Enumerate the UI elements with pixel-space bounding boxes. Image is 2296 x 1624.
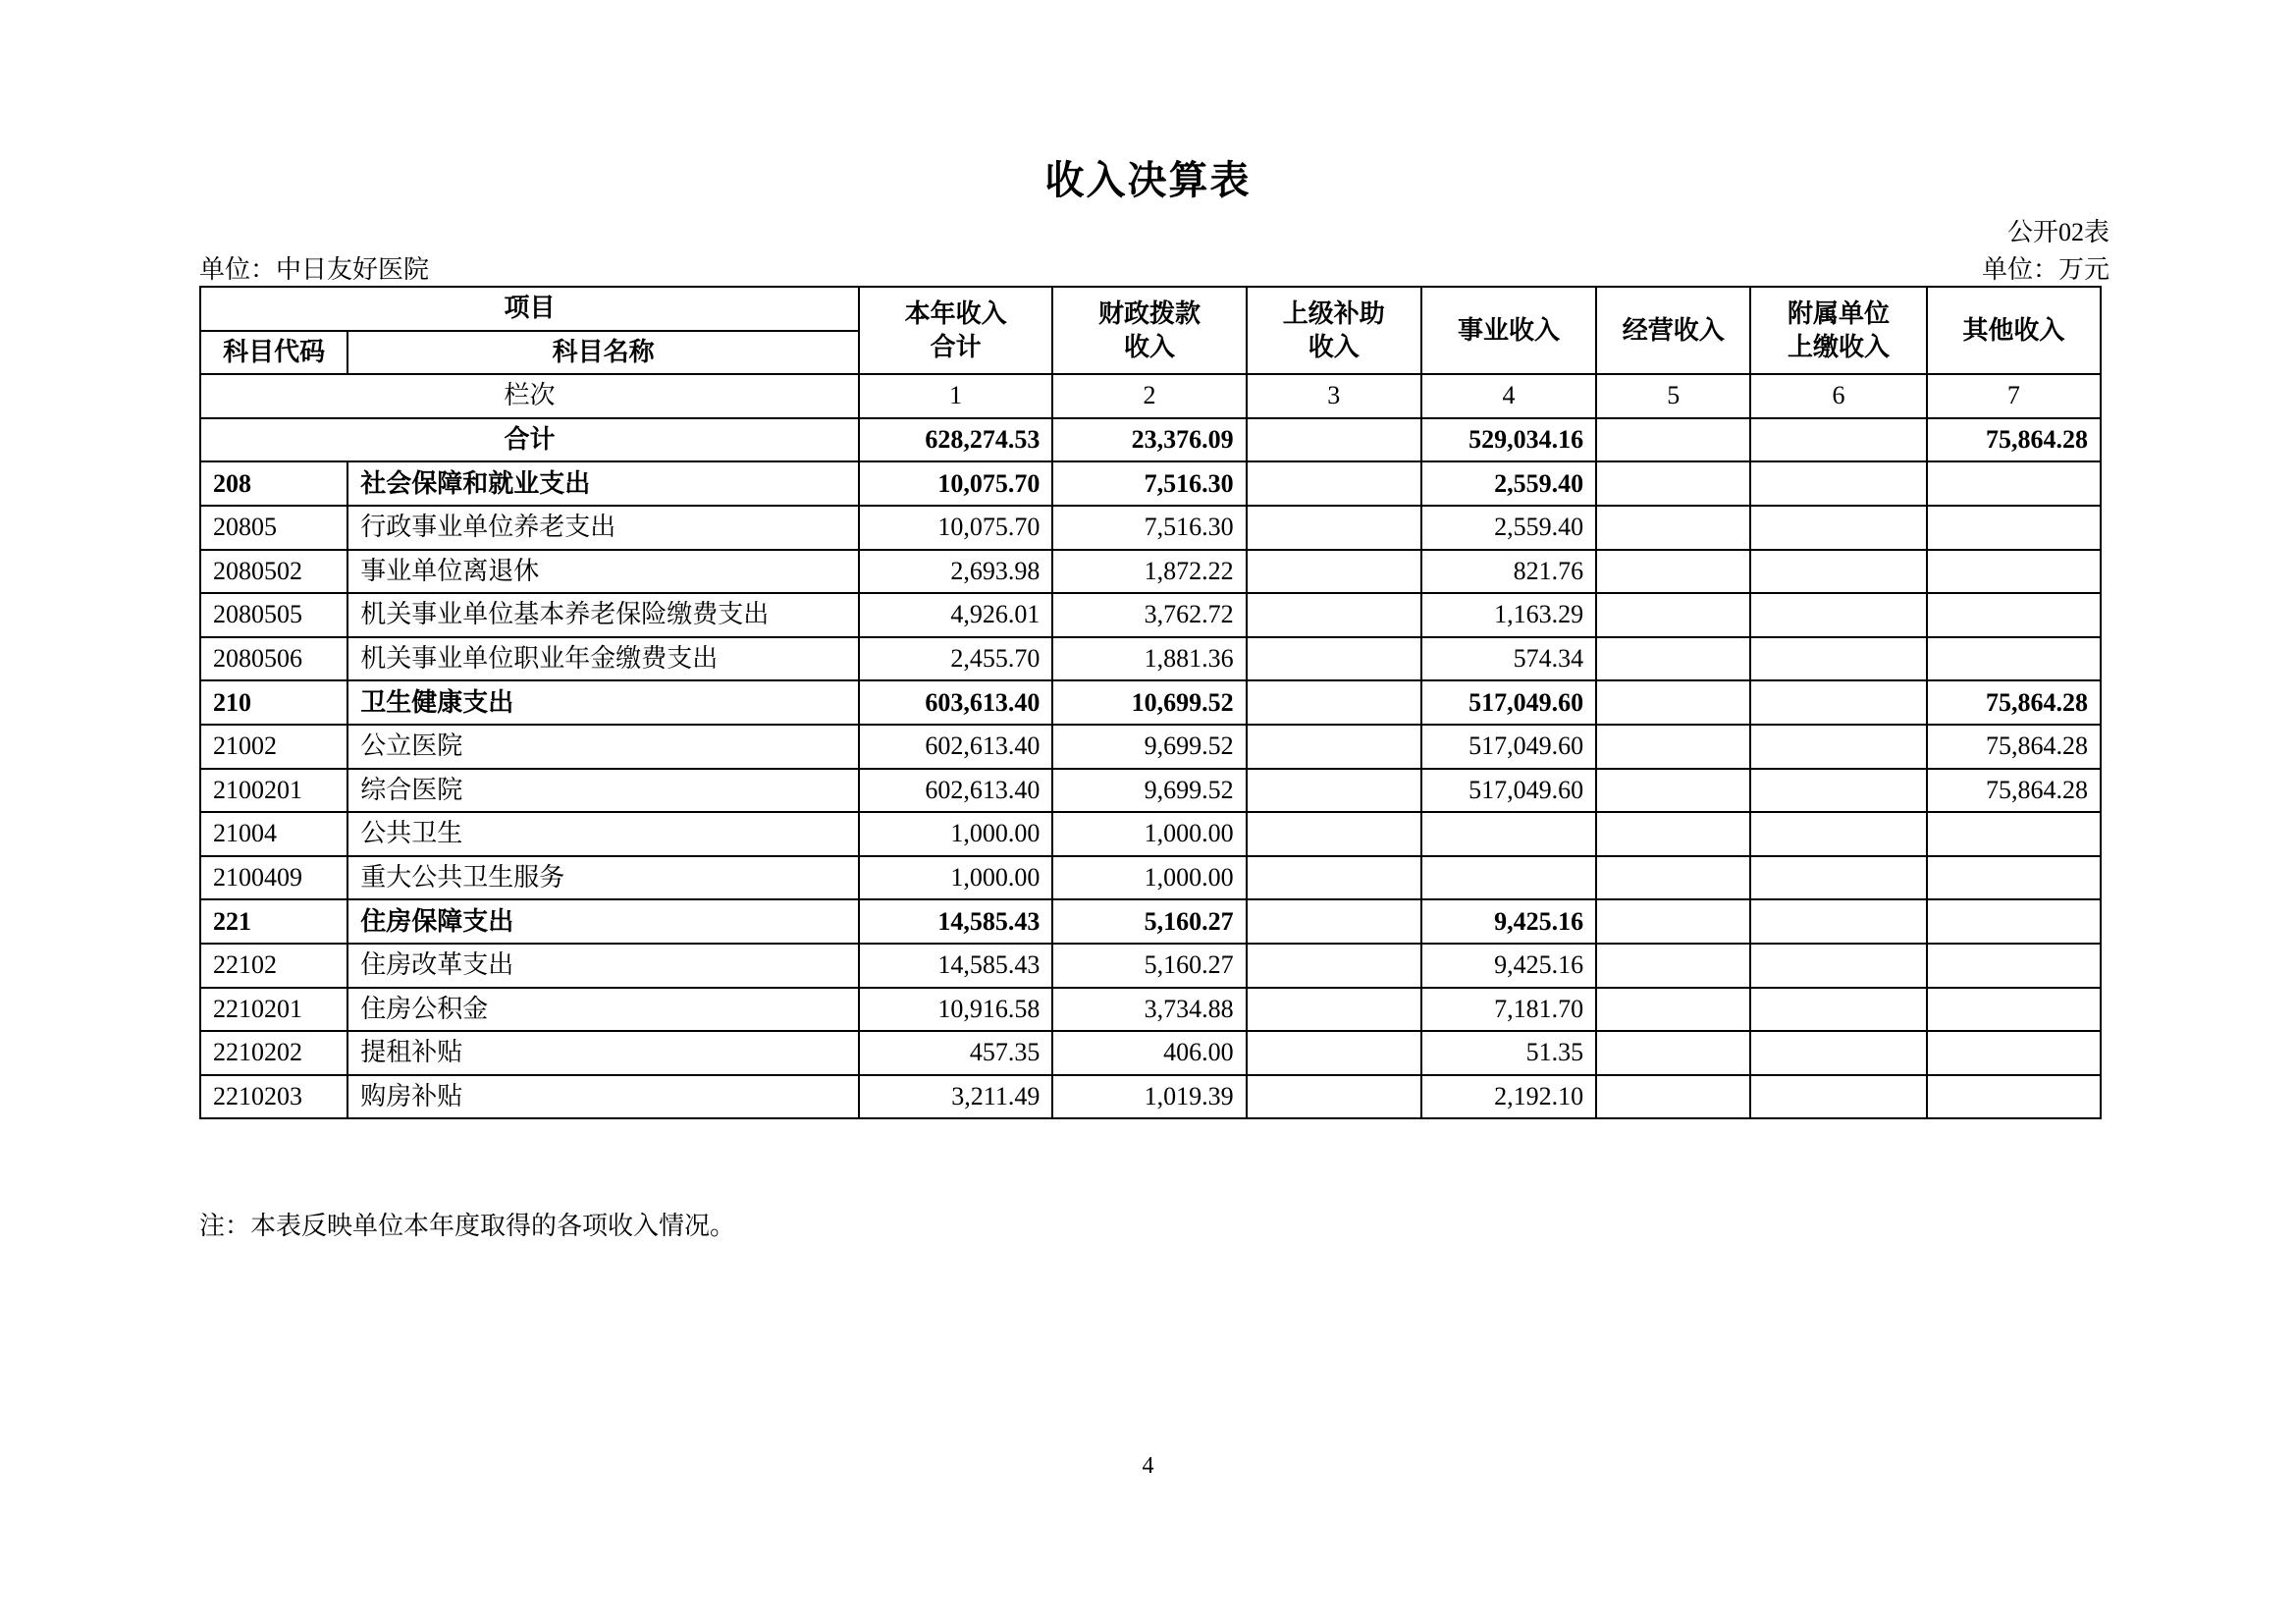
amount-cell bbox=[1750, 1075, 1926, 1119]
column-index-label: 栏次 bbox=[200, 374, 859, 418]
total-cell: 628,274.53 bbox=[859, 418, 1052, 462]
amount-cell: 7,181.70 bbox=[1421, 988, 1596, 1032]
total-label: 合计 bbox=[200, 418, 859, 462]
column-index-row bbox=[200, 374, 2101, 418]
amount-cell bbox=[1596, 769, 1750, 813]
amount-cell: 75,864.28 bbox=[1927, 725, 2101, 769]
subject-name: 重大公共卫生服务 bbox=[347, 856, 859, 900]
amount-cell: 5,160.27 bbox=[1052, 899, 1246, 944]
amount-cell: 821.76 bbox=[1421, 550, 1596, 594]
total-cell: 529,034.16 bbox=[1421, 418, 1596, 462]
amount-cell bbox=[1247, 680, 1421, 725]
footnote: 注：本表反映单位本年度取得的各项收入情况。 bbox=[199, 1212, 736, 1241]
table-row bbox=[200, 680, 2101, 725]
subject-name: 事业单位离退休 bbox=[347, 550, 859, 594]
subject-name: 提租补贴 bbox=[347, 1031, 859, 1075]
amount-cell: 10,075.70 bbox=[859, 461, 1052, 506]
column-index-cell: 6 bbox=[1750, 374, 1926, 418]
amount-cell: 9,425.16 bbox=[1421, 899, 1596, 944]
header-col4: 事业收入 bbox=[1421, 287, 1596, 374]
amount-cell: 75,864.28 bbox=[1927, 769, 2101, 813]
table-row bbox=[200, 988, 2101, 1032]
amount-cell bbox=[1927, 637, 2101, 681]
amount-cell bbox=[1750, 812, 1926, 856]
amount-cell bbox=[1596, 506, 1750, 550]
amount-cell: 574.34 bbox=[1421, 637, 1596, 681]
amount-cell: 1,019.39 bbox=[1052, 1075, 1246, 1119]
amount-cell bbox=[1247, 550, 1421, 594]
amount-cell: 1,163.29 bbox=[1421, 593, 1596, 637]
amount-cell: 9,425.16 bbox=[1421, 944, 1596, 988]
amount-cell: 3,762.72 bbox=[1052, 593, 1246, 637]
table-row bbox=[200, 944, 2101, 988]
subject-code: 2080505 bbox=[200, 593, 347, 637]
amount-cell: 1,000.00 bbox=[859, 812, 1052, 856]
table-row bbox=[200, 812, 2101, 856]
amount-cell: 3,734.88 bbox=[1052, 988, 1246, 1032]
income-table bbox=[199, 286, 2102, 1119]
amount-cell: 5,160.27 bbox=[1052, 944, 1246, 988]
amount-cell bbox=[1927, 1075, 2101, 1119]
header-col3: 上级补助 收入 bbox=[1247, 287, 1421, 374]
subject-name: 住房公积金 bbox=[347, 988, 859, 1032]
amount-cell bbox=[1596, 550, 1750, 594]
subject-name: 综合医院 bbox=[347, 769, 859, 813]
column-index-cell: 5 bbox=[1596, 374, 1750, 418]
amount-cell bbox=[1927, 988, 2101, 1032]
subject-name: 社会保障和就业支出 bbox=[347, 461, 859, 506]
amount-cell bbox=[1750, 899, 1926, 944]
amount-cell: 4,926.01 bbox=[859, 593, 1052, 637]
amount-cell bbox=[1927, 550, 2101, 594]
amount-cell bbox=[1247, 725, 1421, 769]
total-cell bbox=[1750, 418, 1926, 462]
subject-name: 公立医院 bbox=[347, 725, 859, 769]
subject-code: 210 bbox=[200, 680, 347, 725]
amount-cell bbox=[1247, 637, 1421, 681]
subject-code: 221 bbox=[200, 899, 347, 944]
subject-code: 21002 bbox=[200, 725, 347, 769]
header-col7: 其他收入 bbox=[1927, 287, 2101, 374]
amount-cell bbox=[1247, 812, 1421, 856]
column-index-cell: 7 bbox=[1927, 374, 2101, 418]
amount-cell: 7,516.30 bbox=[1052, 461, 1246, 506]
header-col5: 经营收入 bbox=[1596, 287, 1750, 374]
amount-cell bbox=[1596, 1031, 1750, 1075]
amount-cell: 9,699.52 bbox=[1052, 769, 1246, 813]
amount-cell: 2,559.40 bbox=[1421, 506, 1596, 550]
amount-cell: 517,049.60 bbox=[1421, 680, 1596, 725]
total-cell bbox=[1247, 418, 1421, 462]
amount-cell: 1,000.00 bbox=[1052, 856, 1246, 900]
amount-cell bbox=[1750, 1031, 1926, 1075]
amount-cell: 517,049.60 bbox=[1421, 725, 1596, 769]
amount-cell: 7,516.30 bbox=[1052, 506, 1246, 550]
subject-code: 2210202 bbox=[200, 1031, 347, 1075]
amount-cell: 517,049.60 bbox=[1421, 769, 1596, 813]
total-cell: 75,864.28 bbox=[1927, 418, 2101, 462]
header-col6: 附属单位 上缴收入 bbox=[1750, 287, 1926, 374]
amount-cell bbox=[1596, 593, 1750, 637]
header-code: 科目代码 bbox=[200, 331, 347, 375]
table-row bbox=[200, 1075, 2101, 1119]
subject-code: 21004 bbox=[200, 812, 347, 856]
amount-cell: 406.00 bbox=[1052, 1031, 1246, 1075]
amount-cell bbox=[1247, 506, 1421, 550]
table-row bbox=[200, 637, 2101, 681]
amount-cell bbox=[1247, 461, 1421, 506]
amount-cell bbox=[1750, 550, 1926, 594]
amount-cell bbox=[1421, 812, 1596, 856]
amount-cell: 10,916.58 bbox=[859, 988, 1052, 1032]
amount-cell bbox=[1750, 461, 1926, 506]
amount-cell bbox=[1927, 1031, 2101, 1075]
amount-cell: 10,075.70 bbox=[859, 506, 1052, 550]
subject-code: 2100409 bbox=[200, 856, 347, 900]
amount-cell: 602,613.40 bbox=[859, 725, 1052, 769]
amount-cell bbox=[1596, 944, 1750, 988]
amount-cell: 9,699.52 bbox=[1052, 725, 1246, 769]
subject-code: 2210203 bbox=[200, 1075, 347, 1119]
subject-code: 2100201 bbox=[200, 769, 347, 813]
table-row bbox=[200, 506, 2101, 550]
amount-cell bbox=[1596, 812, 1750, 856]
amount-cell bbox=[1247, 593, 1421, 637]
subject-name: 行政事业单位养老支出 bbox=[347, 506, 859, 550]
amount-cell: 2,559.40 bbox=[1421, 461, 1596, 506]
amount-cell: 2,455.70 bbox=[859, 637, 1052, 681]
subject-code: 2080502 bbox=[200, 550, 347, 594]
amount-cell: 1,872.22 bbox=[1052, 550, 1246, 594]
table-row bbox=[200, 899, 2101, 944]
table-row bbox=[200, 461, 2101, 506]
amount-cell bbox=[1750, 637, 1926, 681]
amount-cell: 14,585.43 bbox=[859, 944, 1052, 988]
amount-cell bbox=[1596, 899, 1750, 944]
header-col2: 财政拨款 收入 bbox=[1052, 287, 1246, 374]
header-name: 科目名称 bbox=[347, 331, 859, 375]
amount-cell bbox=[1750, 856, 1926, 900]
amount-cell: 10,699.52 bbox=[1052, 680, 1246, 725]
amount-cell bbox=[1927, 461, 2101, 506]
amount-cell: 2,693.98 bbox=[859, 550, 1052, 594]
page-number: 4 bbox=[1142, 1453, 1154, 1479]
subject-code: 2080506 bbox=[200, 637, 347, 681]
amount-cell bbox=[1596, 680, 1750, 725]
amount-cell bbox=[1596, 1075, 1750, 1119]
total-cell bbox=[1596, 418, 1750, 462]
amount-cell bbox=[1596, 725, 1750, 769]
subject-code: 20805 bbox=[200, 506, 347, 550]
column-index-cell: 3 bbox=[1247, 374, 1421, 418]
amount-cell: 75,864.28 bbox=[1927, 680, 2101, 725]
header-col1: 本年收入 合计 bbox=[859, 287, 1052, 374]
amount-cell bbox=[1247, 899, 1421, 944]
amount-cell: 2,192.10 bbox=[1421, 1075, 1596, 1119]
table-row bbox=[200, 769, 2101, 813]
amount-cell bbox=[1596, 461, 1750, 506]
amount-cell bbox=[1750, 593, 1926, 637]
subject-name: 机关事业单位职业年金缴费支出 bbox=[347, 637, 859, 681]
amount-cell bbox=[1750, 944, 1926, 988]
amount-cell: 14,585.43 bbox=[859, 899, 1052, 944]
subject-code: 2210201 bbox=[200, 988, 347, 1032]
amount-cell bbox=[1750, 680, 1926, 725]
amount-cell bbox=[1750, 769, 1926, 813]
page-title: 收入决算表 bbox=[1044, 158, 1252, 203]
amount-cell bbox=[1927, 944, 2101, 988]
amount-cell: 1,000.00 bbox=[1052, 812, 1246, 856]
currency-unit: 单位：万元 bbox=[1981, 255, 2109, 284]
subject-code: 208 bbox=[200, 461, 347, 506]
amount-cell bbox=[1596, 988, 1750, 1032]
reporting-unit: 单位：中日友好医院 bbox=[199, 255, 430, 284]
amount-cell bbox=[1927, 593, 2101, 637]
subject-name: 住房改革支出 bbox=[347, 944, 859, 988]
amount-cell bbox=[1421, 856, 1596, 900]
table-row bbox=[200, 856, 2101, 900]
subject-code: 22102 bbox=[200, 944, 347, 988]
form-number: 公开02表 bbox=[2006, 218, 2109, 246]
table-row bbox=[200, 725, 2101, 769]
amount-cell bbox=[1750, 506, 1926, 550]
amount-cell: 3,211.49 bbox=[859, 1075, 1052, 1119]
amount-cell bbox=[1750, 988, 1926, 1032]
amount-cell: 51.35 bbox=[1421, 1031, 1596, 1075]
amount-cell: 602,613.40 bbox=[859, 769, 1052, 813]
amount-cell bbox=[1247, 944, 1421, 988]
subject-name: 卫生健康支出 bbox=[347, 680, 859, 725]
amount-cell bbox=[1596, 637, 1750, 681]
subject-name: 购房补贴 bbox=[347, 1075, 859, 1119]
amount-cell: 603,613.40 bbox=[859, 680, 1052, 725]
amount-cell: 1,881.36 bbox=[1052, 637, 1246, 681]
amount-cell bbox=[1247, 1031, 1421, 1075]
subject-name: 住房保障支出 bbox=[347, 899, 859, 944]
header-item: 项目 bbox=[200, 287, 859, 331]
amount-cell bbox=[1927, 812, 2101, 856]
subject-name: 公共卫生 bbox=[347, 812, 859, 856]
column-index-cell: 4 bbox=[1421, 374, 1596, 418]
column-index-cell: 2 bbox=[1052, 374, 1246, 418]
amount-cell bbox=[1247, 988, 1421, 1032]
table-row bbox=[200, 1031, 2101, 1075]
total-cell: 23,376.09 bbox=[1052, 418, 1246, 462]
amount-cell bbox=[1247, 1075, 1421, 1119]
table-row bbox=[200, 550, 2101, 594]
amount-cell bbox=[1596, 856, 1750, 900]
amount-cell bbox=[1750, 725, 1926, 769]
amount-cell: 1,000.00 bbox=[859, 856, 1052, 900]
amount-cell bbox=[1247, 856, 1421, 900]
amount-cell bbox=[1927, 899, 2101, 944]
total-row bbox=[200, 418, 2101, 462]
amount-cell: 457.35 bbox=[859, 1031, 1052, 1075]
column-index-cell: 1 bbox=[859, 374, 1052, 418]
table-row bbox=[200, 593, 2101, 637]
amount-cell bbox=[1927, 506, 2101, 550]
amount-cell bbox=[1247, 769, 1421, 813]
subject-name: 机关事业单位基本养老保险缴费支出 bbox=[347, 593, 859, 637]
amount-cell bbox=[1927, 856, 2101, 900]
